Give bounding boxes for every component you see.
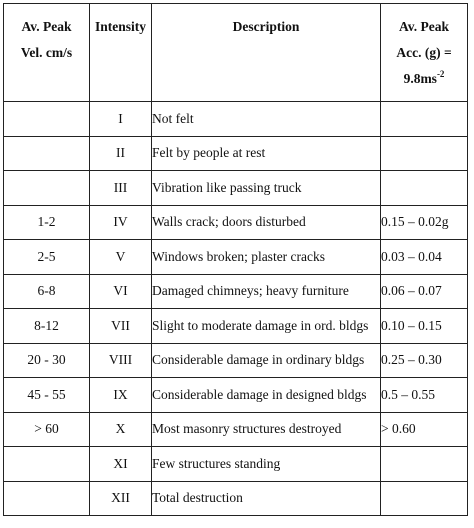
table-row	[4, 343, 468, 378]
header-acceleration-line-3	[381, 66, 467, 92]
acceleration-cell	[381, 481, 468, 516]
header-velocity-line-1: Av. Peak	[21, 19, 72, 34]
velocity-cell: 1-2	[4, 205, 90, 240]
intensity-cell: IX	[90, 378, 152, 413]
table-row	[4, 378, 468, 413]
table-row	[4, 309, 468, 344]
velocity-cell	[4, 136, 90, 171]
header-acceleration-unit: 9.8ms	[403, 71, 437, 86]
intensity-cell: VI	[90, 274, 152, 309]
table-row	[4, 447, 468, 482]
header-intensity	[90, 4, 152, 102]
acceleration-cell: 0.06 – 0.07	[381, 274, 468, 309]
header-description	[152, 4, 381, 102]
intensity-cell: XII	[90, 481, 152, 516]
acceleration-cell	[381, 102, 468, 137]
header-row	[4, 4, 468, 102]
header-description-label: Description	[232, 19, 300, 34]
table-body	[4, 102, 468, 516]
velocity-cell: 8-12	[4, 309, 90, 344]
header-velocity-line-2: Vel. cm/s	[20, 45, 73, 60]
header-acceleration	[381, 4, 468, 102]
velocity-cell: 45 - 55	[4, 378, 90, 413]
header-intensity-label: Intensity	[94, 19, 146, 34]
velocity-cell	[4, 102, 90, 137]
acceleration-cell: 0.10 – 0.15	[381, 309, 468, 344]
acceleration-cell: > 0.60	[381, 412, 468, 447]
table-row	[4, 412, 468, 447]
description-cell: Most masonry structures destroyed	[152, 412, 381, 447]
table-row	[4, 240, 468, 275]
velocity-cell: 20 - 30	[4, 343, 90, 378]
table-row	[4, 136, 468, 171]
table-row	[4, 274, 468, 309]
intensity-cell: VIII	[90, 343, 152, 378]
intensity-cell: III	[90, 171, 152, 206]
acceleration-cell	[381, 171, 468, 206]
description-cell: Few structures standing	[152, 447, 381, 482]
acceleration-cell	[381, 136, 468, 171]
description-cell: Slight to moderate damage in ord. bldgs	[152, 309, 381, 344]
description-cell: Considerable damage in ordinary bldgs	[152, 343, 381, 378]
header-acceleration-exponent: -2	[436, 69, 445, 79]
intensity-cell: II	[90, 136, 152, 171]
description-cell: Windows broken; plaster cracks	[152, 240, 381, 275]
velocity-cell: > 60	[4, 412, 90, 447]
table-row	[4, 102, 468, 137]
velocity-cell	[4, 171, 90, 206]
acceleration-cell: 0.03 – 0.04	[381, 240, 468, 275]
velocity-cell: 2-5	[4, 240, 90, 275]
velocity-cell	[4, 481, 90, 516]
description-cell: Not felt	[152, 102, 381, 137]
acceleration-cell	[381, 447, 468, 482]
description-cell: Walls crack; doors disturbed	[152, 205, 381, 240]
table-row	[4, 481, 468, 516]
acceleration-cell: 0.25 – 0.30	[381, 343, 468, 378]
intensity-cell: XI	[90, 447, 152, 482]
table-row	[4, 205, 468, 240]
description-cell: Total destruction	[152, 481, 381, 516]
intensity-table	[3, 3, 468, 516]
intensity-cell: X	[90, 412, 152, 447]
intensity-cell: V	[90, 240, 152, 275]
intensity-cell: VII	[90, 309, 152, 344]
header-acceleration-line-2: Acc. (g) =	[396, 45, 452, 60]
header-velocity	[4, 4, 90, 102]
velocity-cell	[4, 447, 90, 482]
velocity-cell: 6-8	[4, 274, 90, 309]
description-cell: Vibration like passing truck	[152, 171, 381, 206]
description-cell: Damaged chimneys; heavy furniture	[152, 274, 381, 309]
description-cell: Considerable damage in designed bldgs	[152, 378, 381, 413]
intensity-cell: IV	[90, 205, 152, 240]
intensity-cell: I	[90, 102, 152, 137]
acceleration-cell: 0.15 – 0.02g	[381, 205, 468, 240]
header-acceleration-line-1: Av. Peak	[399, 19, 449, 34]
description-cell: Felt by people at rest	[152, 136, 381, 171]
acceleration-cell: 0.5 – 0.55	[381, 378, 468, 413]
table-row	[4, 171, 468, 206]
